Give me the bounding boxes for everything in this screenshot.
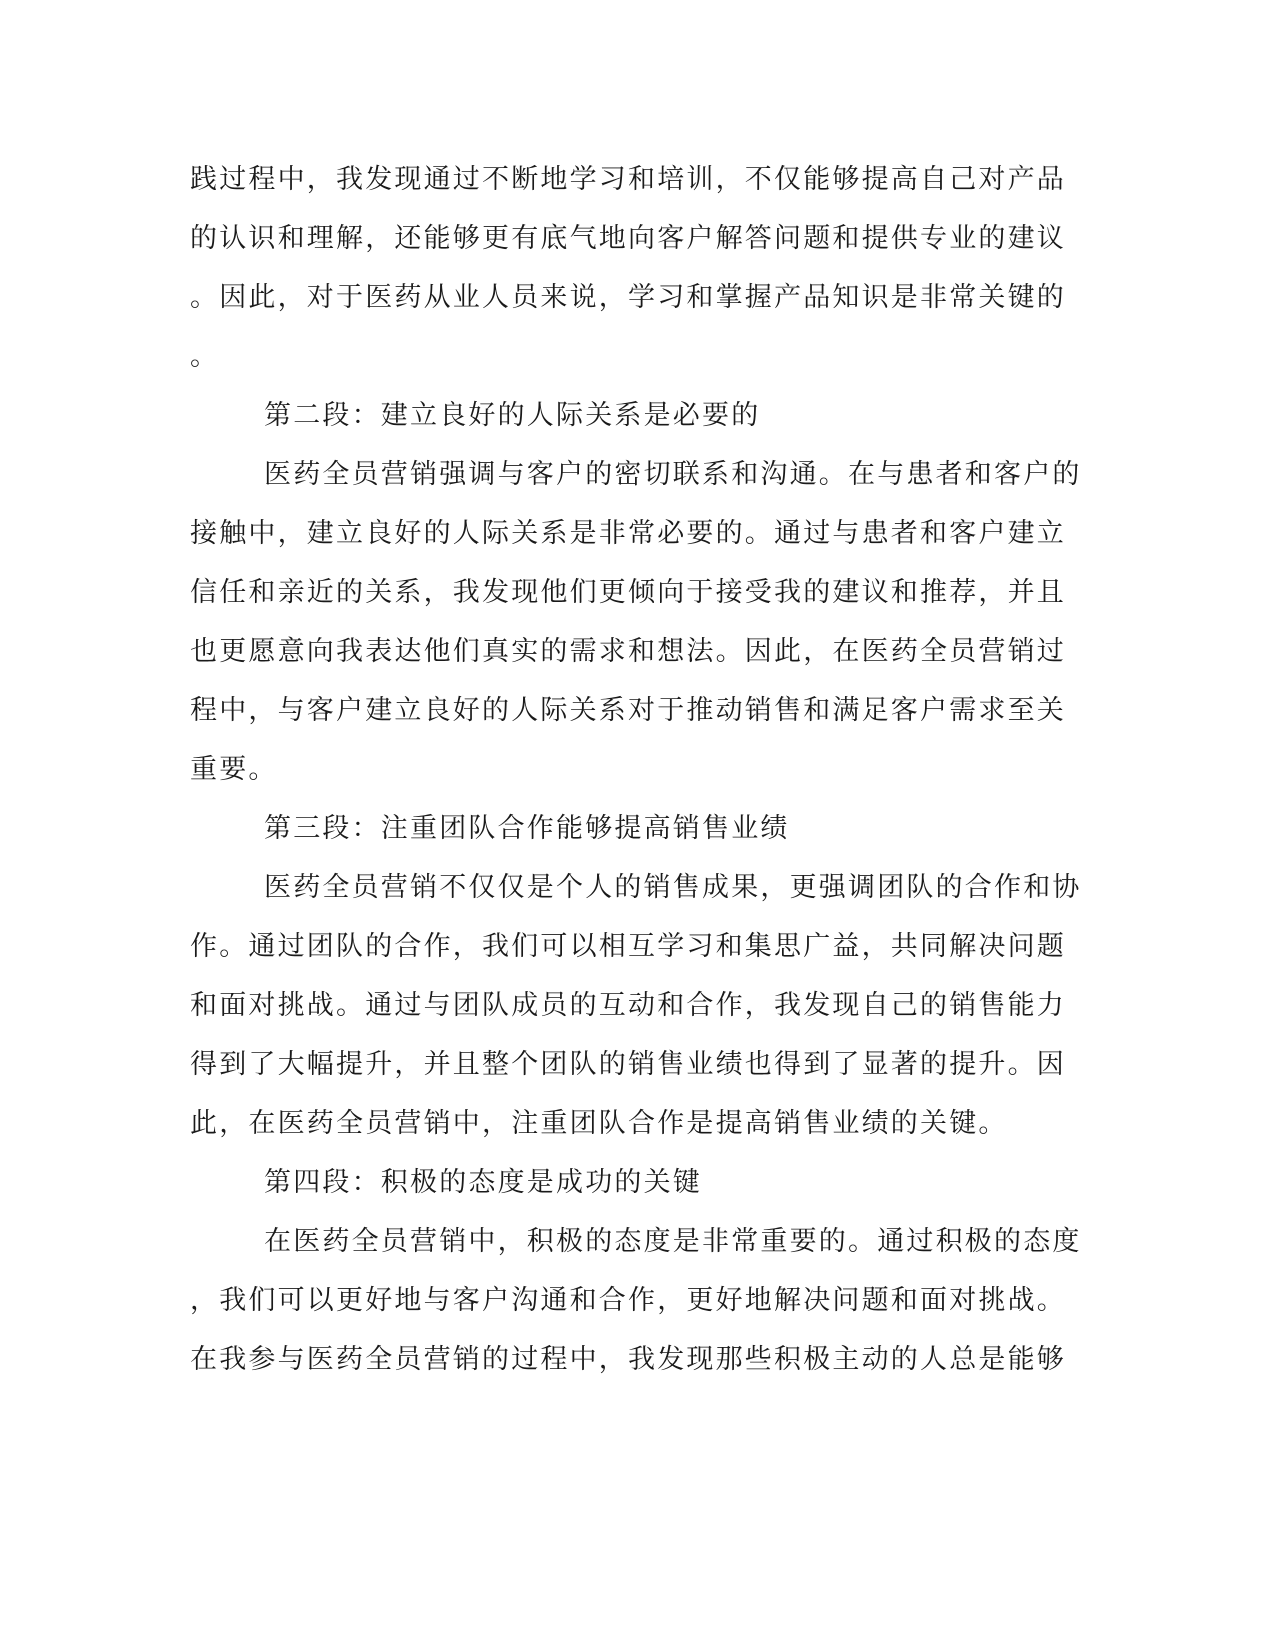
body-line: ，我们可以更好地与客户沟通和合作，更好地解决问题和面对挑战。 — [190, 1285, 1066, 1316]
body-line: 在我参与医药全员营销的过程中，我发现那些积极主动的人总是能够 — [190, 1344, 1066, 1375]
body-line: 。 — [190, 341, 220, 372]
body-line: 程中，与客户建立良好的人际关系对于推动销售和满足客户需求至关 — [190, 695, 1066, 726]
body-line: 和面对挑战。通过与团队成员的互动和合作，我发现自己的销售能力 — [190, 990, 1066, 1021]
body-line: 在医药全员营销中，积极的态度是非常重要的。通过积极的态度 — [264, 1226, 1082, 1257]
body-line: 此，在医药全员营销中，注重团队合作是提高销售业绩的关键。 — [190, 1108, 1008, 1139]
body-line: 信任和亲近的关系，我发现他们更倾向于接受我的建议和推荐，并且 — [190, 577, 1066, 608]
body-line: 的认识和理解，还能够更有底气地向客户解答问题和提供专业的建议 — [190, 223, 1066, 254]
body-line: 践过程中，我发现通过不断地学习和培训，不仅能够提高自己对产品 — [190, 164, 1066, 195]
body-line: 医药全员营销不仅仅是个人的销售成果，更强调团队的合作和协 — [264, 872, 1082, 903]
section-heading: 第三段：注重团队合作能够提高销售业绩 — [264, 813, 790, 844]
body-line: 医药全员营销强调与客户的密切联系和沟通。在与患者和客户的 — [264, 459, 1082, 490]
body-line: 重要。 — [190, 754, 278, 785]
body-line: 。因此，对于医药从业人员来说，学习和掌握产品知识是非常关键的 — [190, 282, 1066, 313]
body-line: 也更愿意向我表达他们真实的需求和想法。因此，在医药全员营销过 — [190, 636, 1066, 667]
section-heading: 第二段：建立良好的人际关系是必要的 — [264, 400, 761, 431]
body-line: 接触中，建立良好的人际关系是非常必要的。通过与患者和客户建立 — [190, 518, 1066, 549]
body-line: 作。通过团队的合作，我们可以相互学习和集思广益，共同解决问题 — [190, 931, 1066, 962]
section-heading: 第四段：积极的态度是成功的关键 — [264, 1167, 702, 1198]
body-line: 得到了大幅提升，并且整个团队的销售业绩也得到了显著的提升。因 — [190, 1049, 1066, 1080]
